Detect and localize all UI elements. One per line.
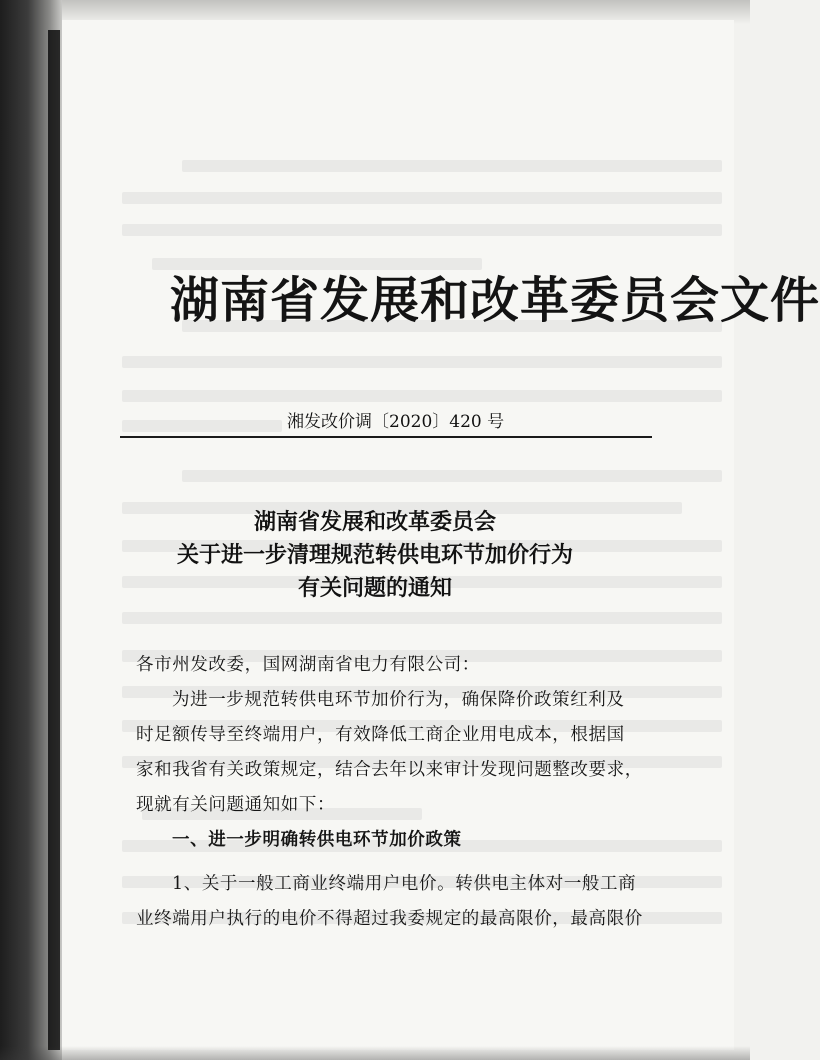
intro-paragraph-line: 家和我省有关政策规定，结合去年以来审计发现问题整改要求， — [136, 760, 643, 780]
item-paragraph-line: 1、关于一般工商业终端用户电价。转供电主体对一般工商 — [172, 874, 637, 894]
document-number: 湘发改价调〔2020〕420 号 — [287, 412, 505, 432]
header-divider-line — [120, 436, 652, 438]
notice-title-line-3: 有关问题的通知 — [297, 575, 452, 601]
intro-paragraph-line: 为进一步规范转供电环节加价行为，确保降价政策红利及 — [172, 690, 625, 710]
notice-title-line-2: 关于进一步清理规范转供电环节加价行为 — [176, 542, 573, 568]
section-heading: 一、进一步明确转供电环节加价政策 — [172, 830, 462, 850]
document-header-title: 湖南省发展和改革委员会文件 — [170, 271, 820, 329]
addressee: 各市州发改委，国网湖南省电力有限公司： — [136, 655, 480, 675]
notice-title-line-1: 湖南省发展和改革委员会 — [253, 509, 496, 535]
scan-shadow-bottom — [0, 1046, 750, 1060]
intro-paragraph-line: 现就有关问题通知如下： — [136, 795, 336, 815]
intro-paragraph-line: 时足额传导至终端用户，有效降低工商企业用电成本，根据国 — [136, 725, 625, 745]
item-paragraph-line: 业终端用户执行的电价不得超过我委规定的最高限价，最高限价 — [136, 909, 643, 929]
